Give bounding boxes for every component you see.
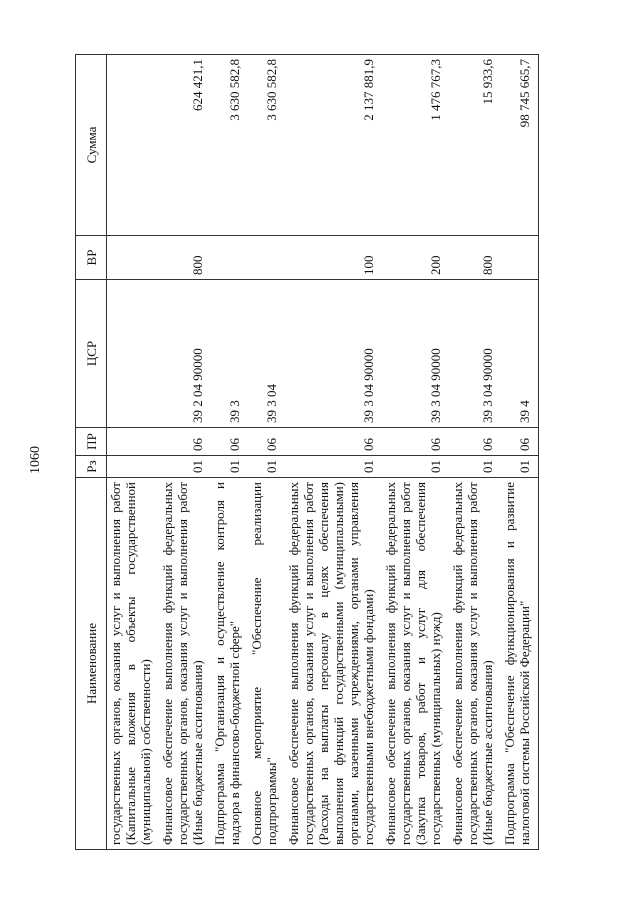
row-vr: 100 (285, 236, 382, 280)
row-sum: 624 421,1 (159, 55, 211, 236)
table-row (449, 55, 501, 850)
table-header-row (76, 55, 107, 850)
page-number: 1060 (28, 446, 43, 474)
row-pr: 06 (248, 428, 285, 456)
row-rz: 01 (248, 456, 285, 478)
row-vr: 200 (382, 236, 449, 280)
row-pr: 06 (449, 428, 501, 456)
column-header-csr: ЦСР (76, 280, 107, 428)
row-vr (107, 236, 160, 280)
row-rz: 01 (501, 456, 539, 478)
row-rz: 01 (159, 456, 211, 478)
row-sum: 2 137 881,9 (285, 55, 382, 236)
row-pr: 06 (501, 428, 539, 456)
row-csr: 39 2 04 90000 (159, 280, 211, 428)
row-name: Основное мероприятие "Обеспечение реализации подпрограммы" (248, 478, 285, 850)
row-rz: 01 (211, 456, 248, 478)
row-csr: 39 4 (501, 280, 539, 428)
column-header-sum: Сумма (76, 55, 107, 236)
row-name: государственных органов, оказания услуг и выполнения работ (Капитальные вложения в объекты государственной (муниципальной) собственности) (107, 478, 160, 850)
row-name: Финансовое обеспечение выполнения функций федеральных государственных органов, оказания услуг и выполнения работ (Закупка товаров, работ и услуг для обеспечения государственных (муниципальных) нужд) (382, 478, 449, 850)
row-csr: 39 3 (211, 280, 248, 428)
row-csr: 39 3 04 90000 (449, 280, 501, 428)
row-csr: 39 3 04 90000 (285, 280, 382, 428)
row-pr: 06 (211, 428, 248, 456)
row-sum: 3 630 582,8 (211, 55, 248, 236)
row-name: Подпрограмма "Обеспечение функционирования и развитие налоговой системы Российской Федерации" (501, 478, 539, 850)
table-row (107, 55, 160, 850)
row-name: Финансовое обеспечение выполнения функций федеральных государственных органов, оказания услуг и выполнения работ (Иные бюджетные ассигнования) (449, 478, 501, 850)
table-row (285, 55, 382, 850)
row-vr: 800 (159, 236, 211, 280)
column-header-name: Наименование (76, 478, 107, 850)
row-rz: 01 (382, 456, 449, 478)
budget-table (75, 54, 539, 850)
row-name: Финансовое обеспечение выполнения функций федеральных государственных органов, оказания услуг и выполнения работ (Иные бюджетные ассигнования) (159, 478, 211, 850)
row-sum: 98 745 665,7 (501, 55, 539, 236)
row-csr: 39 3 04 90000 (382, 280, 449, 428)
row-vr (248, 236, 285, 280)
row-sum: 1 476 767,3 (382, 55, 449, 236)
row-pr: 06 (285, 428, 382, 456)
column-header-pr: ПР (76, 428, 107, 456)
row-pr (107, 428, 160, 456)
row-csr (107, 280, 160, 428)
table-row (382, 55, 449, 850)
row-csr: 39 3 04 (248, 280, 285, 428)
row-pr: 06 (159, 428, 211, 456)
row-sum (107, 55, 160, 236)
row-sum: 3 630 582,8 (248, 55, 285, 236)
row-rz: 01 (285, 456, 382, 478)
table-row (501, 55, 539, 850)
row-vr: 800 (449, 236, 501, 280)
row-name: Подпрограмма "Организация и осуществление контроля и надзора в финансово-бюджетной сфере" (211, 478, 248, 850)
row-name: Финансовое обеспечение выполнения функций федеральных государственных органов, оказания услуг и выполнения работ (Расходы на выплаты персоналу в целях обеспечения выполнения функций государственными (муниципальными) органами, казенными учреждениями, органами управления государственными внебюджетными фондами) (285, 478, 382, 850)
column-header-vr: ВР (76, 236, 107, 280)
table-row (211, 55, 248, 850)
row-vr (501, 236, 539, 280)
row-pr: 06 (382, 428, 449, 456)
row-sum: 15 933,6 (449, 55, 501, 236)
table-row (159, 55, 211, 850)
column-header-rz: Рз (76, 456, 107, 478)
row-rz: 01 (449, 456, 501, 478)
table-row (248, 55, 285, 850)
budget-table-sheet (75, 55, 620, 850)
row-rz (107, 456, 160, 478)
row-vr (211, 236, 248, 280)
